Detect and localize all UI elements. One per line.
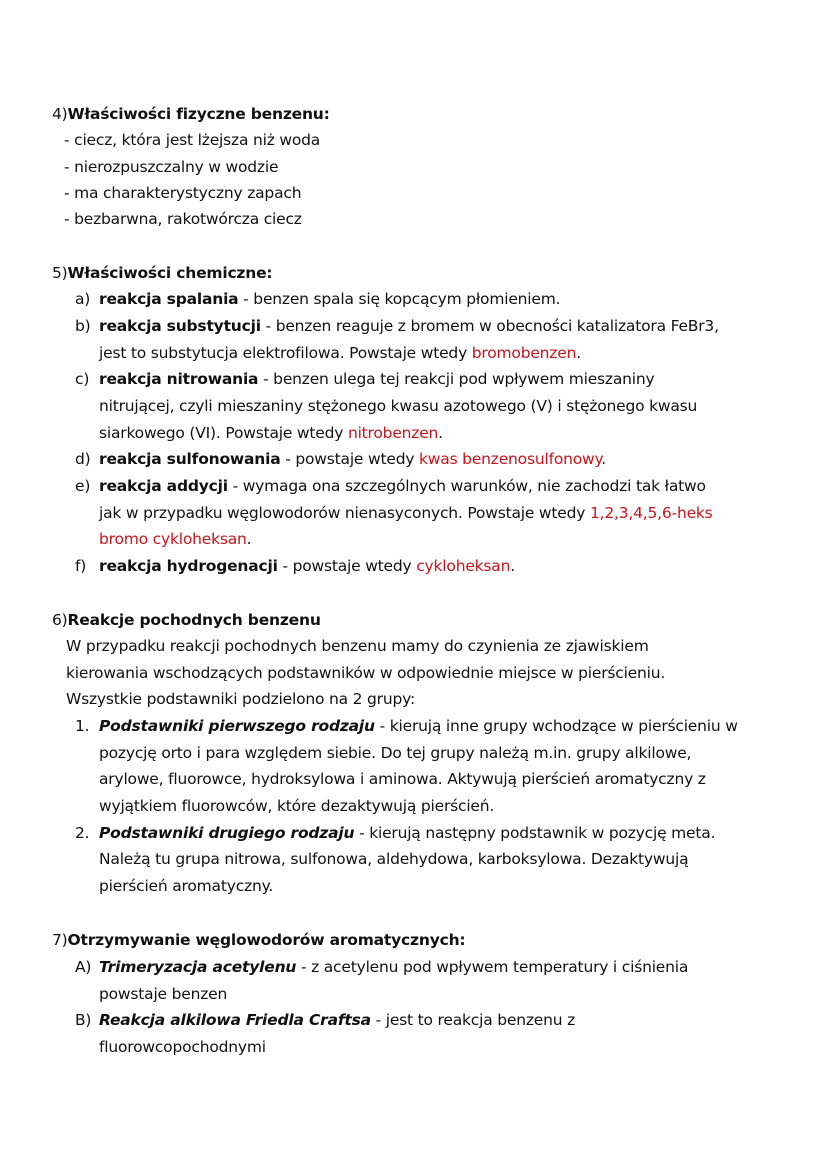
list-item: d) reakcja sulfonowania - powstaje wtedy kwas benzenosulfonowy.: [75, 450, 606, 468]
list-item: A) Trimeryzacja acetylenu - z acetylenu pod wpływem temperatury i ciśnienia: [75, 958, 689, 976]
list-item: - nierozpuszczalny w wodzie: [64, 158, 279, 176]
list-item-continuation: Należą tu grupa nitrowa, sulfonowa, aldehydowa, karboksylowa. Dezaktywują: [99, 850, 689, 868]
list-item: 1. Podstawniki pierwszego rodzaju - kierują inne grupy wchodzące w pierścieniu w: [75, 717, 738, 735]
list-item: e) reakcja addycji - wymaga ona szczególnych warunków, nie zachodzi tak łatwo: [75, 477, 706, 495]
paragraph-line: W przypadku reakcji pochodnych benzenu mamy do czynienia ze zjawiskiem: [66, 637, 649, 655]
section-6-heading: 6)Reakcje pochodnych benzenu: [52, 611, 321, 629]
list-item: a) reakcja spalania - benzen spala się kopcącym płomieniem.: [75, 290, 561, 308]
section-5-heading: 5)Właściwości chemiczne:: [52, 264, 273, 282]
list-item: f) reakcja hydrogenacji - powstaje wtedy cykloheksan.: [75, 557, 515, 575]
list-item-continuation: wyjątkiem fluorowców, które dezaktywują pierścień.: [99, 797, 495, 815]
list-item: c) reakcja nitrowania - benzen ulega tej reakcji pod wpływem mieszaniny: [75, 370, 655, 388]
list-item: - ma charakterystyczny zapach: [64, 184, 302, 202]
list-item-continuation: pozycję orto i para względem siebie. Do tej grupy należą m.in. grupy alkilowe,: [99, 744, 692, 762]
list-item: b) reakcja substytucji - benzen reaguje z bromem w obecności katalizatora FeBr3,: [75, 317, 719, 335]
list-item-continuation: powstaje benzen: [99, 985, 228, 1003]
list-item-continuation: arylowe, fluorowce, hydroksylowa i aminowa. Aktywują pierścień aromatyczny z: [99, 770, 706, 788]
paragraph-line: Wszystkie podstawniki podzielono na 2 grupy:: [66, 690, 415, 708]
list-item-continuation: pierścień aromatyczny.: [99, 877, 274, 895]
paragraph-line: kierowania wschodzących podstawników w odpowiednie miejsce w pierścieniu.: [66, 664, 666, 682]
list-item: 2. Podstawniki drugiego rodzaju - kierują następny podstawnik w pozycję meta.: [75, 824, 716, 842]
list-item-continuation: jest to substytucja elektrofilowa. Powstaje wtedy bromobenzen.: [99, 344, 581, 362]
list-item-continuation: fluorowcopochodnymi: [99, 1038, 266, 1056]
list-item-continuation: bromo cykloheksan.: [99, 530, 252, 548]
list-item-continuation: jak w przypadku węglowodorów nienasyconych. Powstaje wtedy 1,2,3,4,5,6-heks: [99, 504, 713, 522]
list-item: - ciecz, która jest lżejsza niż woda: [64, 131, 321, 149]
list-item-continuation: siarkowego (VI). Powstaje wtedy nitrobenzen.: [99, 424, 443, 442]
list-item-continuation: nitrującej, czyli mieszaniny stężonego kwasu azotowego (V) i stężonego kwasu: [99, 397, 698, 415]
list-item: B) Reakcja alkilowa Friedla Craftsa - jest to reakcja benzenu z: [75, 1011, 576, 1029]
section-7-heading: 7)Otrzymywanie węglowodorów aromatycznych:: [52, 931, 466, 949]
list-item: - bezbarwna, rakotwórcza ciecz: [64, 210, 302, 228]
section-4-heading: 4)Właściwości fizyczne benzenu:: [52, 105, 330, 123]
